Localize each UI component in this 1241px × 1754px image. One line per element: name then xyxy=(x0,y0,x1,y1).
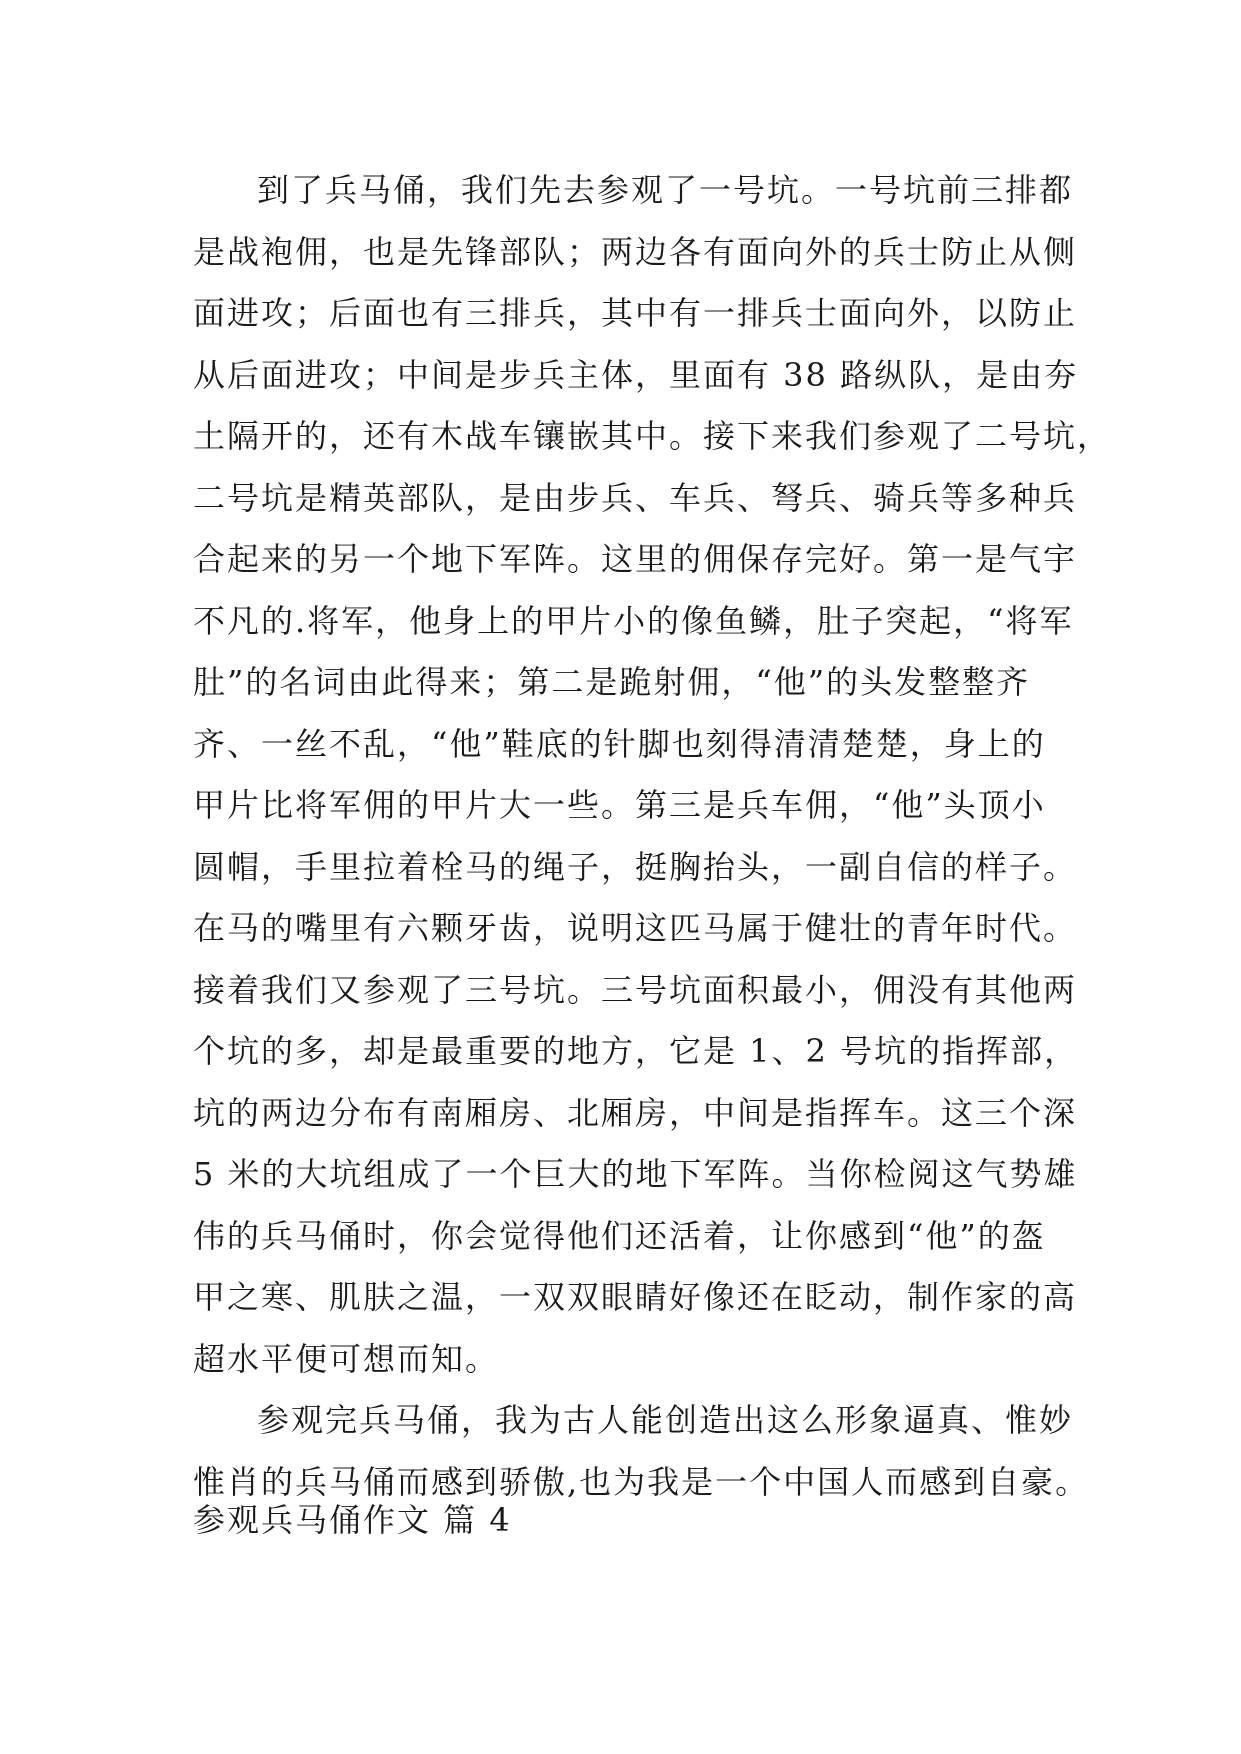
section-heading: 参观兵马俑作文 篇 4 xyxy=(193,1501,512,1539)
paragraph-line: 惟肖的兵马俑而感到骄傲,也为我是一个中国人而感到自豪。 xyxy=(193,1462,1090,1501)
body-text xyxy=(193,160,1112,1513)
paragraph-1 xyxy=(193,160,1112,1390)
paragraph-line: 在马的嘴里有六颗牙齿，说明这匹马属于健壮的青年时代。 xyxy=(193,909,1078,947)
paragraph-line: 伟的兵马俑时，你会觉得他们还活着，让你感到“他”的盔 xyxy=(193,1216,1046,1255)
paragraph-line: 参观完兵马俑，我为古人能创造出这么形象逼真、惟妙 xyxy=(257,1401,1074,1439)
paragraph-line: 5 米的大坑组成了一个巨大的地下军阵。当你检阅这气势雄 xyxy=(193,1155,1078,1193)
paragraph-line: 面进攻；后面也有三排兵，其中有一排兵士面向外，以防止 xyxy=(193,294,1078,332)
paragraph-line: 是战袍佣，也是先锋部队；两边各有面向外的兵士防止从侧 xyxy=(193,232,1078,271)
paragraph-line: 超水平便可想而知。 xyxy=(193,1339,500,1378)
paragraph-line: 接着我们又参观了三号坑。三号坑面积最小，佣没有其他两 xyxy=(193,970,1078,1009)
paragraph-line: 到了兵马俑，我们先去参观了一号坑。一号坑前三排都 xyxy=(257,171,1074,209)
paragraph-line: 土隔开的，还有木战车镶嵌其中。接下来我们参观了二号坑， xyxy=(193,417,1112,455)
paragraph-line: 坑的两边分布有南厢房、北厢房，中间是指挥车。这三个深 xyxy=(193,1093,1078,1132)
paragraph-line: 圆帽，手里拉着栓马的绳子，挺胸抬头，一副自信的样子。 xyxy=(193,847,1078,886)
paragraph-line: 甲之寒、肌肤之温，一双双眼睛好像还在眨动，制作家的高 xyxy=(193,1278,1078,1316)
paragraph-line: 甲片比将军佣的甲片大一些。第三是兵车佣，“他”头顶小 xyxy=(193,786,1046,824)
paragraph-line: 从后面进攻；中间是步兵主体，里面有 38 路纵队，是由夯 xyxy=(193,355,1079,394)
paragraph-line: 不凡的.将军，他身上的甲片小的像鱼鳞，肚子突起，“将军 xyxy=(193,601,1074,640)
paragraph-line: 二号坑是精英部队，是由步兵、车兵、弩兵、骑兵等多种兵 xyxy=(193,478,1078,517)
paragraph-line: 齐、一丝不乱，“他”鞋底的针脚也刻得清清楚楚，身上的 xyxy=(193,724,1046,763)
paragraph-line: 肚”的名词由此得来；第二是跪射佣，“他”的头发整整齐 xyxy=(193,663,1031,701)
paragraph-line: 合起来的另一个地下军阵。这里的佣保存完好。第一是气宇 xyxy=(193,540,1078,578)
paragraph-line: 个坑的多，却是最重要的地方，它是 1、2 号坑的指挥部， xyxy=(193,1032,1079,1070)
